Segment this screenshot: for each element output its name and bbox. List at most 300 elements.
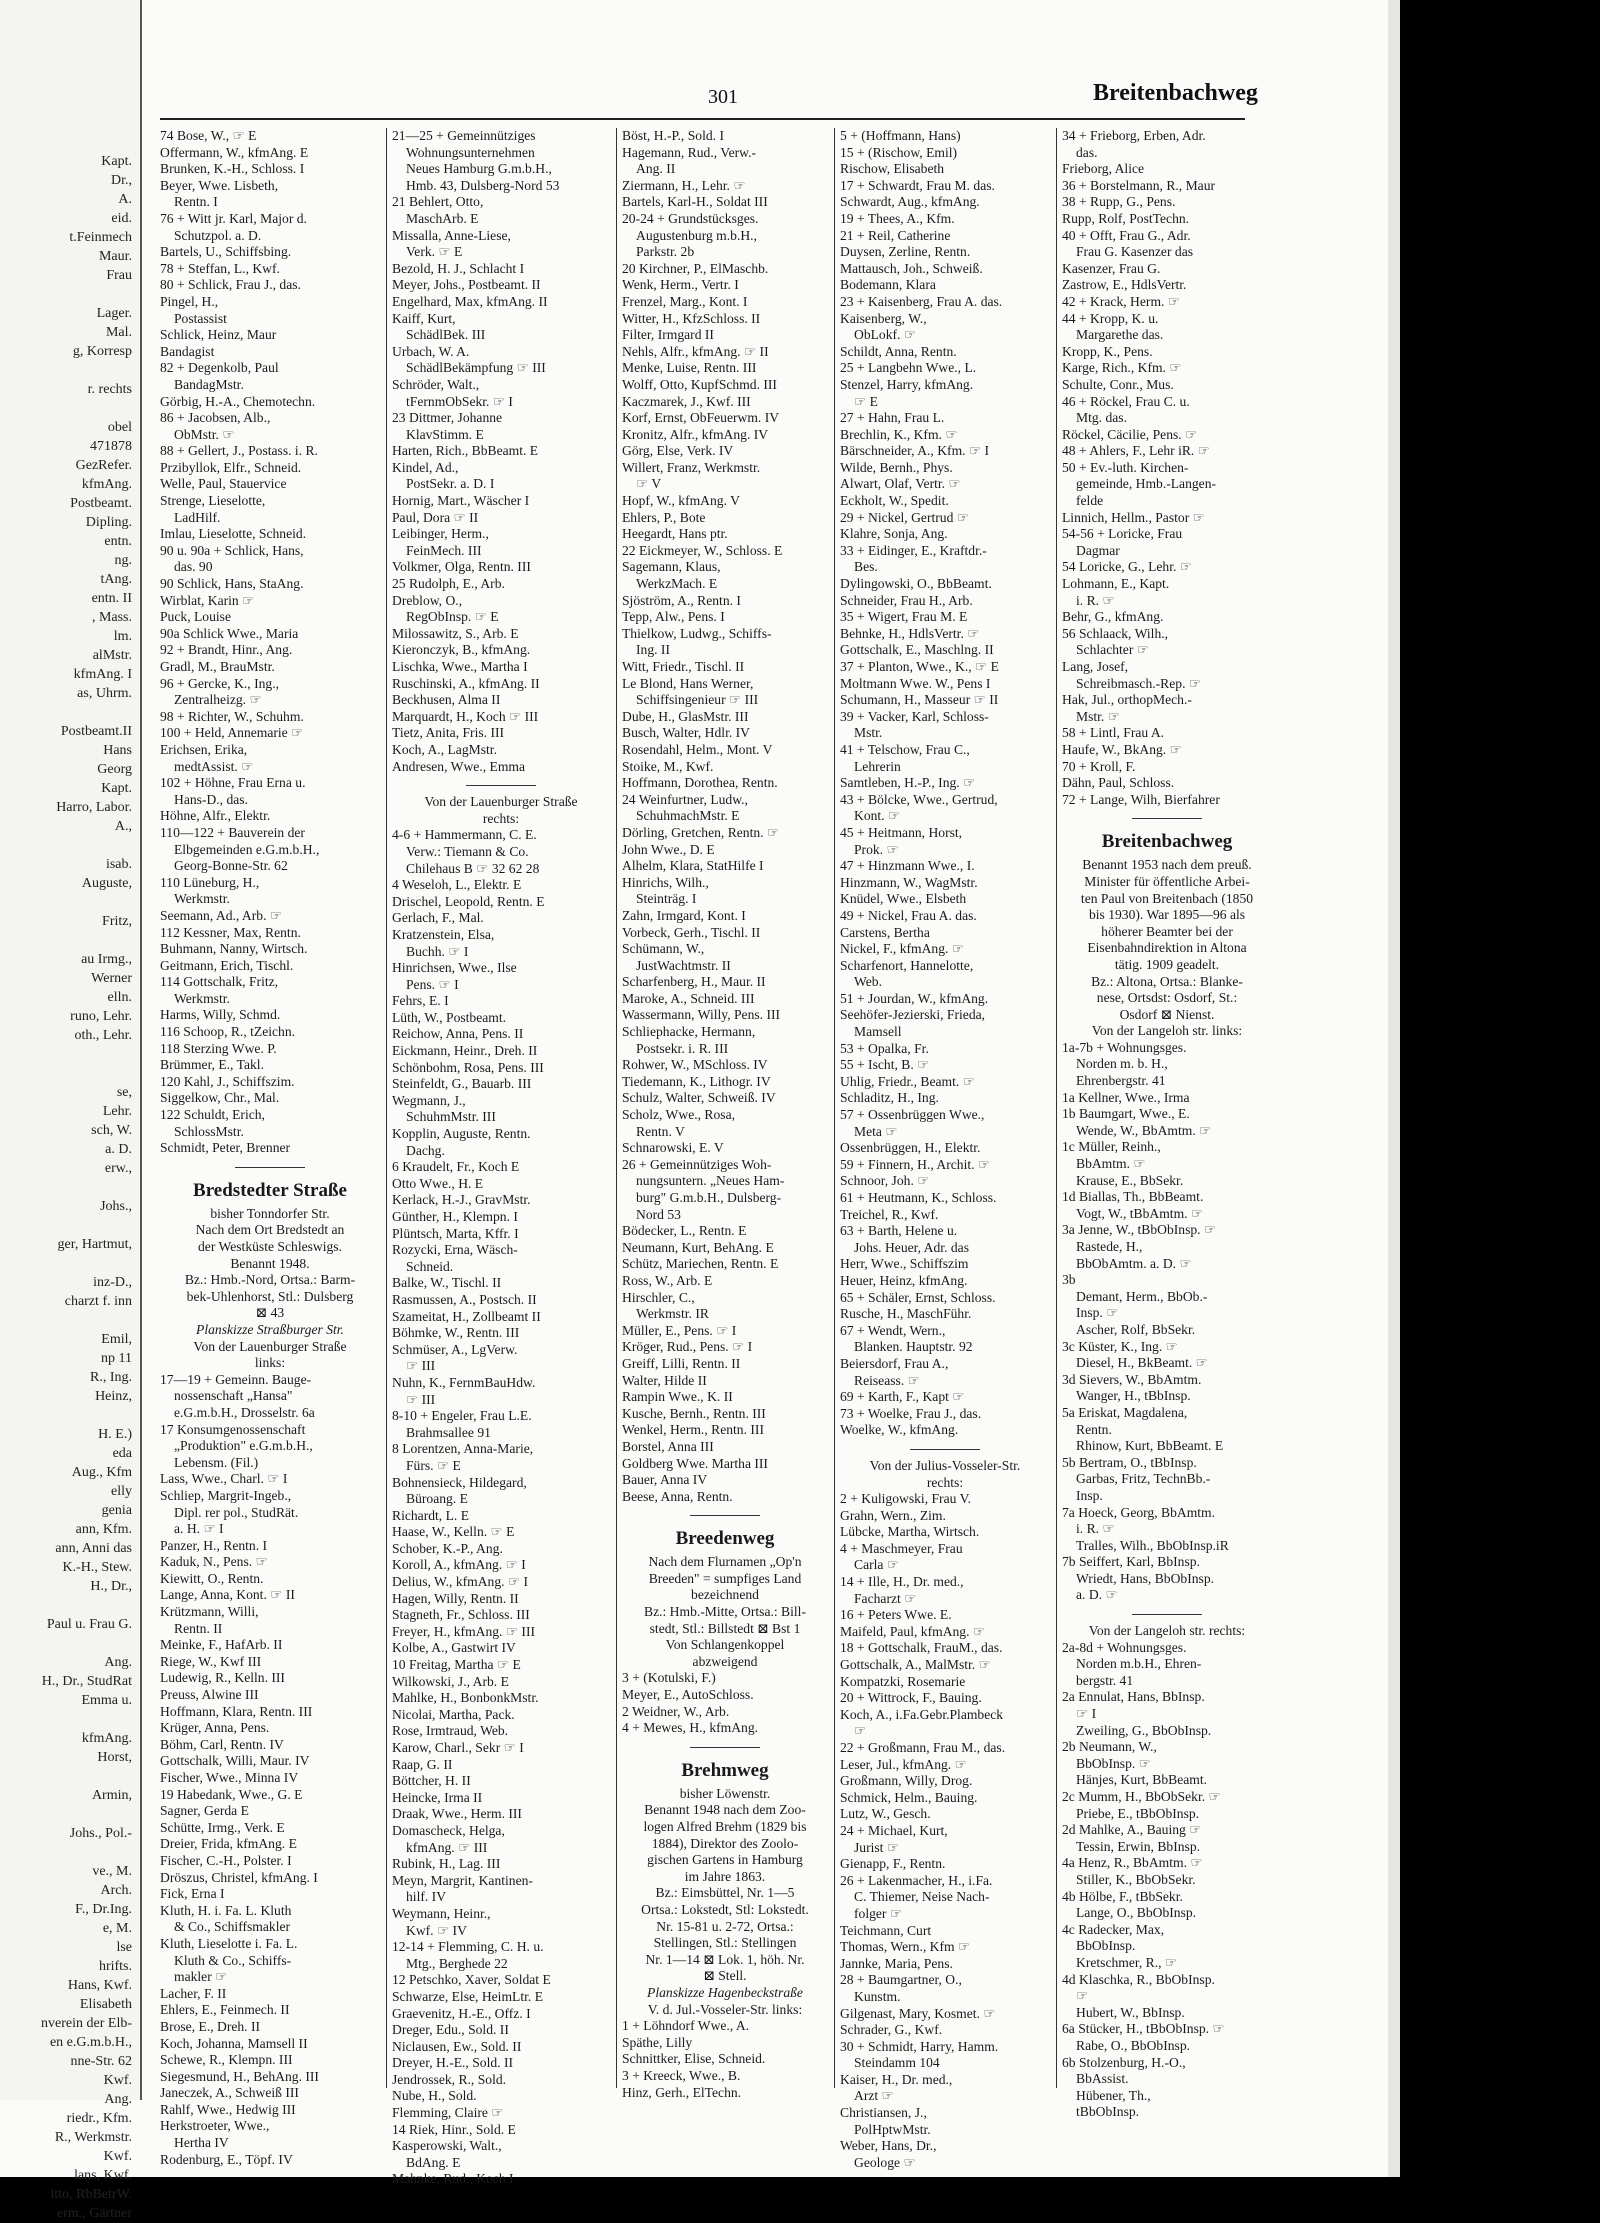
directory-entry: Missalla, Anne-Liese, (392, 227, 511, 243)
directory-entry: Graevenitz, H.-E., Offz. I (392, 2005, 531, 2021)
directory-entry: Volkmer, Olga, Rentn. III (392, 559, 531, 575)
directory-entry: Kieronczyk, B., kfmAng. (392, 642, 531, 658)
directory-entry: Puck, Louise (160, 609, 231, 625)
directory-entry: Elbgemeinden e.G.m.b.H., (174, 841, 320, 857)
street-note: bisher Tonndorfer Str. (210, 1205, 330, 1221)
directory-entry: Mahnke, Rud., Koch I (392, 2171, 514, 2187)
directory-entry: Maroke, A., Schneid. III (622, 990, 755, 1006)
directory-entry: Diesel, H., BkBeamt. ☞ (1076, 1355, 1208, 1371)
directory-entry: 46 + Röckel, Frau C. u. (1062, 393, 1190, 409)
directory-entry: Hornig, Mart., Wäscher I (392, 493, 530, 509)
directory-entry: Augustenburg m.b.H., (636, 227, 757, 243)
prev-page-line: Ang. (104, 2092, 132, 2107)
directory-entry: Scharfenberg, H., Maur. II (622, 974, 766, 990)
prev-page-line: genia (101, 1503, 132, 1518)
directory-entry: Hirschler, C., (622, 1289, 695, 1305)
directory-entry: medtAssist. ☞ (174, 758, 254, 774)
directory-entry: Christiansen, J., (840, 2105, 927, 2121)
directory-entry: Wende, W., BbAmtm. ☞ (1076, 1122, 1212, 1138)
street-note: links: (254, 1355, 286, 1371)
directory-entry: ☞ III (406, 1391, 436, 1407)
prev-page-line: elln. (107, 990, 132, 1005)
directory-entry: Ludewig, R., Kelln. III (160, 1670, 285, 1686)
directory-entry: 14 + Ille, H., Dr. med., (840, 1574, 964, 1590)
directory-entry: SchuhmachMstr. E (636, 808, 740, 824)
directory-entry: BbObAmtm. a. D. ☞ (1076, 1255, 1192, 1271)
directory-entry: i. R. ☞ (1076, 592, 1115, 608)
directory-entry: 54 Loricke, G., Lehr. ☞ (1062, 559, 1192, 575)
prev-page-line (0, 1254, 132, 1273)
directory-entry: Schildt, Anna, Rentn. (840, 343, 957, 359)
directory-entry: Lange, Anna, Kont. ☞ II (160, 1587, 295, 1603)
directory-entry: Zentralheizg. ☞ (174, 692, 262, 708)
directory-entry: Meinke, F., HafArb. II (160, 1637, 283, 1653)
directory-entry: 10 Freitag, Martha ☞ E (392, 1657, 521, 1673)
directory-entry: 4c Radecker, Max, (1062, 1921, 1165, 1937)
section-rule (910, 1449, 980, 1450)
directory-entry: Werkmstr. (174, 990, 230, 1006)
directory-entry: Hertha IV (174, 2135, 229, 2151)
directory-entry: Rampin Wwe., K. II (622, 1389, 733, 1405)
column-divider (616, 128, 617, 2088)
prev-page-line: Kwf. (103, 2073, 132, 2088)
directory-entry: Dachg. (406, 1142, 445, 1158)
section-rule (235, 1167, 305, 1168)
directory-entry: 2 + Kuligowski, Frau V. (840, 1491, 972, 1507)
directory-entry: Rahlf, Wwe., Hedwig III (160, 2101, 296, 2117)
directory-entry: Koch, A., LagMstr. (392, 741, 497, 757)
prev-page-line (0, 1843, 132, 1862)
prev-page-line: Maur. (98, 249, 132, 264)
directory-entry: Kiewitt, O., Rentn. (160, 1570, 264, 1586)
directory-entry: Gilgenast, Mary, Kosmet. ☞ (840, 2005, 996, 2021)
directory-entry: LadHilf. (174, 509, 221, 525)
directory-entry: Brechlin, K., Kfm. ☞ (840, 426, 958, 442)
directory-entry: Hinzmann, W., WagMstr. (840, 874, 978, 890)
prev-page-line (0, 1805, 132, 1824)
street-note: Bz.: Hmb.-Nord, Ortsa.: Barm- (184, 1272, 356, 1288)
directory-entry: 88 + Gellert, J., Postass. i. R. (160, 443, 318, 459)
directory-entry: 22 Eickmeyer, W., Schloss. E (622, 542, 783, 558)
directory-entry: 4b Hölbe, F., tBbSekr. (1062, 1888, 1183, 1904)
directory-entry: Böttcher, H. II (392, 1773, 471, 1789)
directory-entry: Verk. ☞ E (406, 244, 463, 260)
directory-entry: Geitmann, Erich, Tischl. (160, 957, 294, 973)
directory-entry: Panzer, H., Rentn. I (160, 1537, 268, 1553)
directory-entry: Eickmann, Heinr., Dreh. II (392, 1043, 538, 1059)
directory-entry: ☞ E (854, 393, 878, 409)
directory-entry: 78 + Steffan, L., Kwf. (160, 260, 280, 276)
directory-entry: Dähn, Paul, Schloss. (1062, 775, 1175, 791)
prev-page-line: Mal. (105, 325, 132, 340)
directory-entry: Mstr. ☞ (1076, 708, 1120, 724)
street-note: Benannt 1948 nach dem Zoo- (644, 1802, 806, 1818)
directory-entry: Leser, Jul., kfmAng. ☞ (840, 1756, 967, 1772)
directory-entry: Heincke, Irma II (392, 1789, 483, 1805)
directory-entry: Behr, G., kfmAng. (1062, 609, 1164, 625)
directory-entry: Hmb. 43, Dulsberg-Nord 53 (406, 177, 560, 193)
directory-entry: Sjöström, A., Rentn. I (622, 592, 741, 608)
directory-entry: Lebensm. (Fil.) (174, 1454, 259, 1470)
directory-entry: Kunstm. (854, 1988, 901, 2004)
directory-entry: Imlau, Lieselotte, Schneid. (160, 526, 307, 542)
directory-entry: Paul, Dora ☞ II (392, 509, 479, 525)
street-note: ten Paul von Breitenbach (1850 (1080, 890, 1254, 906)
directory-entry: Ossenbrüggen, H., Elektr. (840, 1140, 981, 1156)
directory-entry: Nicolai, Martha, Pack. (392, 1706, 515, 1722)
directory-entry: Lacher, F. II (160, 1985, 227, 2001)
directory-entry: Offermann, W., kfmAng. E (160, 144, 309, 160)
prev-page-line (0, 836, 132, 855)
directory-entry: Müller, E., Pens. ☞ I (622, 1322, 737, 1338)
directory-entry: Brümmer, E., Takl. (160, 1057, 264, 1073)
directory-entry: Schneid. (406, 1258, 454, 1274)
directory-entry: Bandagist (160, 343, 215, 359)
directory-entry: Frau G. Kasenzer das (1076, 244, 1194, 260)
directory-entry: Carstens, Bertha (840, 924, 930, 940)
directory-entry: 59 + Finnern, H., Archit. ☞ (840, 1156, 991, 1172)
directory-entry: Grahn, Wern., Zim. (840, 1507, 946, 1523)
directory-entry: Schlick, Heinz, Maur (160, 327, 277, 343)
directory-entry: Nehls, Alfr., kfmAng. ☞ II (622, 343, 769, 359)
street-heading: Breitenbachweg (1101, 831, 1233, 853)
directory-entry: gemeinde, Hmb.-Langen- (1076, 476, 1217, 492)
street-heading: Bredstedter Straße (193, 1179, 347, 1201)
directory-entry: Georg-Bonne-Str. 62 (174, 858, 288, 874)
street-note: Bz.: Altona, Ortsa.: Blanke- (1091, 973, 1243, 989)
directory-entry: nossenschaft „Hansa" (174, 1388, 293, 1404)
street-note: Benannt 1953 nach dem preuß. (1082, 857, 1252, 873)
running-head: Breitenbachweg (1093, 80, 1258, 106)
directory-entry: ☞ V (636, 476, 662, 492)
prev-page-line: ann, Kfm. (75, 1522, 132, 1537)
directory-entry: BbAssist. (1076, 2071, 1129, 2087)
street-note: 1884), Direktor des Zoolo- (651, 1835, 799, 1851)
directory-entry: 35 + Wigert, Frau M. E (840, 609, 968, 625)
directory-entry: Rastede, H., (1076, 1239, 1143, 1254)
directory-entry: 4d Klaschka, R., BbObInsp. (1062, 1971, 1215, 1987)
directory-entry: Schütte, Irmg., Verk. E (160, 1819, 285, 1835)
section-rule (466, 785, 536, 786)
directory-entry: Rasmussen, A., Postsch. II (392, 1291, 537, 1307)
directory-entry: Hinz, Gerh., ElTechn. (622, 2084, 742, 2100)
prev-page-line: nverein der Elb- (41, 2016, 132, 2031)
street-note: V. d. Jul.-Vosseler-Str. links: (647, 2001, 803, 2017)
directory-entry: 70 + Kroll, F. (1062, 758, 1136, 774)
directory-entry: BbObInsp. ☞ (1076, 1755, 1151, 1771)
street-note: bis 1930). War 1895—96 als (1088, 907, 1246, 923)
directory-entry: Herr, Wwe., Schiffszim (840, 1256, 969, 1272)
directory-entry: 21 Behlert, Otto, (392, 194, 484, 210)
directory-entry: 47 + Hinzmann Wwe., I. (840, 858, 975, 874)
directory-entry: Chilehaus B ☞ 32 62 28 (406, 860, 540, 876)
directory-entry: Draak, Wwe., Herm. III (392, 1806, 522, 1822)
directory-entry: Späthe, Lilly (622, 2034, 693, 2050)
directory-entry: Schnittker, Elise, Schneid. (622, 2051, 766, 2067)
directory-entry: 19 + Thees, A., Kfm. (840, 210, 955, 226)
street-note: Von der Lauenburger Straße (193, 1338, 347, 1354)
directory-entry: Carla ☞ (854, 1557, 900, 1573)
prev-page-line: Dipling. (85, 515, 132, 530)
prev-page-line: Johs., (100, 1199, 132, 1214)
directory-entry: 4-6 + Hammermann, C. E. (392, 827, 537, 843)
directory-entry: JustWachtmstr. II (636, 957, 731, 973)
directory-entry: 74 Bose, W., ☞ E (160, 128, 257, 143)
directory-entry: Lange, O., BbObInsp. (1076, 1905, 1197, 1921)
directory-entry: 12 Petschko, Xaver, Soldat E (392, 1972, 551, 1988)
directory-entry: WerkzMach. E (636, 576, 718, 592)
directory-entry: Lübcke, Martha, Wirtsch. (840, 1524, 980, 1540)
directory-entry: Dylingowski, O., BbBeamt. (840, 576, 992, 592)
prev-page-line: Postbeamt. (70, 496, 132, 511)
directory-entry: 116 Schoop, R., tZeichn. (160, 1024, 296, 1040)
directory-entry: Korf, Ernst, ObFeuerwm. IV (622, 410, 780, 426)
directory-entry: 22 + Großmann, Frau M., das. (840, 1740, 1006, 1755)
street-note: Nr. 15-81 u. 2-72, Ortsa.: (656, 1918, 794, 1934)
directory-entry: Linnich, Hellm., Pastor ☞ (1062, 509, 1205, 525)
directory-entry: 56 Schlaack, Wilh., (1062, 625, 1169, 641)
directory-entry: Zastrow, E., HdlsVertr. (1062, 277, 1187, 293)
directory-entry: Hinrichs, Wilh., (622, 874, 709, 890)
directory-entry: Norden m. b. H., (1076, 1056, 1168, 1072)
directory-entry: Sagemann, Klaus, (622, 559, 721, 575)
directory-entry: Kompatzki, Rosemarie (840, 1673, 966, 1689)
directory-entry: nungsuntern. „Neues Ham- (636, 1173, 785, 1189)
directory-entry: Menke, Luise, Rentn. III (622, 360, 757, 376)
directory-entry: Wilde, Bernh., Phys. (840, 459, 953, 475)
prev-page-line: charzt f. inn (64, 1294, 132, 1309)
directory-entry: SchädlBekämpfung ☞ III (406, 360, 546, 376)
directory-entry: Dröszus, Christel, kfmAng. I (160, 1869, 318, 1885)
directory-entry: Kopplin, Auguste, Rentn. (392, 1126, 531, 1142)
directory-entry: Dagmar (1076, 542, 1120, 558)
prev-page-line: Aug., Kfm (71, 1465, 132, 1480)
directory-entry: Rohwer, W., MSchloss. IV (622, 1057, 768, 1073)
directory-entry: tFernmObSekr. ☞ I (406, 393, 513, 409)
section-rule (690, 1747, 760, 1748)
directory-entry: 14 Riek, Hinr., Sold. E (392, 2121, 516, 2137)
prev-page-line: H., Dr., (90, 1579, 132, 1594)
directory-entry: Kaiff, Kurt, (392, 310, 456, 326)
directory-entry: Günther, H., Klempn. I (392, 1209, 518, 1224)
directory-entry: Kwf. ☞ IV (406, 1922, 467, 1938)
directory-entry: 25 + Langbehn Wwe., L. (840, 360, 977, 376)
street-note: Nach dem Flurnamen „Op'n (648, 1554, 802, 1570)
directory-entry: 110 Lüneburg, H., (160, 874, 260, 890)
directory-entry: Rentn. II (174, 1620, 223, 1636)
directory-entry: Karow, Charl., Sekr ☞ I (392, 1740, 524, 1755)
directory-entry: Parkstr. 2b (636, 244, 695, 260)
directory-entry: Niclausen, Ew., Sold. II (392, 2038, 522, 2054)
directory-entry: RegObInsp. ☞ E (406, 609, 499, 625)
directory-entry: Wolff, Otto, KupfSchmd. III (622, 376, 777, 392)
directory-entry: Haufe, W., BkAng. ☞ (1062, 741, 1182, 757)
prev-page-line: ng. (114, 553, 132, 568)
directory-entry: Frenzel, Marg., Kont. I (622, 293, 748, 309)
prev-page-line (0, 703, 132, 722)
prev-page-line (0, 1406, 132, 1425)
directory-entry: Koch, Johanna, Mamsell II (160, 2035, 308, 2051)
street-note: rechts: (482, 810, 520, 826)
directory-entry: 26 + Gemeinnütziges Woh- (622, 1156, 772, 1172)
directory-entry: C. Thiemer, Neise Nach- (854, 1889, 990, 1905)
directory-entry: 17 + Schwardt, Frau M. das. (840, 177, 995, 193)
column-divider (834, 128, 835, 2088)
prev-page-line: np 11 (101, 1351, 132, 1366)
directory-entry: Pingel, H., (160, 293, 219, 309)
prev-page-line: nne-Str. 62 (70, 2054, 132, 2069)
directory-entry: 23 Dittmer, Johanne (392, 410, 503, 426)
directory-entry: Kolbe, A., Gastwirt IV (392, 1640, 516, 1656)
directory-entry: 25 Rudolph, E., Arb. (392, 576, 505, 592)
section-rule (1132, 1614, 1202, 1615)
directory-entry: Herkstroeter, Wwe., (160, 2118, 270, 2134)
prev-page-line: ann, Anni das (55, 1541, 132, 1556)
directory-entry: Lüth, W., Postbeamt. (392, 1009, 507, 1025)
directory-entry: 110—122 + Bauverein der (160, 824, 305, 840)
directory-entry: Uhlig, Friedr., Beamt. ☞ (840, 1073, 975, 1089)
directory-entry: 63 + Barth, Helene u. (840, 1223, 958, 1239)
prev-page-line (0, 399, 132, 418)
directory-entry: Wilkowski, J., Arb. E (392, 1673, 509, 1689)
directory-entry: Kluth, Lieselotte i. Fa. L. (160, 1935, 298, 1951)
prev-page-line: isab. (105, 857, 132, 872)
directory-entry: Rubink, H., Lag. III (392, 1856, 501, 1872)
header-rule (160, 118, 1245, 120)
prev-page-line: au Irmg., (81, 952, 132, 967)
prev-page-line: A., (114, 819, 132, 834)
directory-entry: Heuer, Heinz, kfmAng. (840, 1272, 968, 1288)
directory-entry: Tralles, Wilh., BbObInsp.iR (1076, 1537, 1229, 1553)
directory-entry: Lutz, W., Gesch. (840, 1806, 931, 1822)
directory-entry: 2c Mumm, H., BbObSekr. ☞ (1062, 1789, 1221, 1804)
directory-entry: Postsekr. i. R. III (636, 1040, 729, 1056)
directory-entry: Kusche, Bernh., Rentn. III (622, 1405, 766, 1421)
prev-page-line: hrifts. (98, 1959, 132, 1974)
directory-entry: 43 + Bölcke, Wwe., Gertrud, (840, 791, 998, 807)
prev-page-line: H. E.) (98, 1427, 132, 1442)
directory-entry: Bärschneider, A., Kfm. ☞ I (840, 443, 990, 459)
directory-entry: Teichmann, Curt (840, 1922, 932, 1938)
prev-page-line: runo, Lehr. (70, 1009, 132, 1024)
directory-entry: Ruschinski, A., kfmAng. II (392, 675, 540, 691)
directory-entry: Kaisenberg, W., (840, 310, 927, 326)
directory-entry: folger ☞ (854, 1905, 903, 1921)
prev-page-line: R., Ing. (90, 1370, 132, 1385)
directory-entry: 5a Eriskat, Magdalena, (1062, 1404, 1188, 1420)
directory-entry: Fehrs, E. I (392, 993, 449, 1009)
street-note: Breeden" = sumpfiges Land (648, 1570, 802, 1586)
directory-entry: 30 + Schmidt, Harry, Hamm. (840, 2038, 999, 2054)
prev-page-line: Ang. (104, 1655, 132, 1670)
directory-entry: Freyer, H., kfmAng. ☞ III (392, 1623, 536, 1639)
prev-page-line: inz-D., (93, 1275, 132, 1290)
street-note: bezeichnend (691, 1587, 759, 1603)
directory-entry: 16 + Peters Wwe. E. (840, 1607, 952, 1623)
directory-entry: 45 + Heitmann, Horst, (840, 824, 963, 840)
directory-entry: Böhm, Carl, Rentn. IV (160, 1736, 284, 1752)
directory-entry: Dipl. rer pol., StudRät. (174, 1504, 299, 1520)
prev-page-line: e, M. (102, 1921, 132, 1936)
directory-entry: Postassist (174, 310, 227, 326)
directory-entry: Mtg., Berghede 22 (406, 1955, 508, 1971)
directory-entry: Duysen, Zerline, Rentn. (840, 244, 971, 260)
prev-page-line (0, 1064, 132, 1083)
prev-page-line: GezRefer. (75, 458, 132, 473)
directory-entry: Mahlke, H., BonbonkMstr. (392, 1690, 539, 1706)
directory-entry: Fürs. ☞ E (406, 1457, 461, 1473)
street-note: Ortsa.: Lokstedt, Stl: Lokstedt. (641, 1901, 809, 1917)
prev-page-line: r. rechts (87, 382, 132, 397)
directory-entry: 90 u. 90a + Schlick, Hans, (160, 542, 304, 558)
directory-entry: & Co., Schiffsmakler (174, 1919, 291, 1935)
directory-entry: Beckhusen, Alma II (392, 692, 501, 708)
directory-entry: 44 + Kropp, K. u. (1062, 310, 1159, 326)
directory-entry: Brose, E., Dreh. II (160, 2018, 261, 2034)
directory-entry: Weymann, Heinr., (392, 1905, 491, 1921)
directory-entry: Alwart, Olaf, Vertr. ☞ (840, 476, 961, 492)
directory-entry: Kasenzer, Frau G. (1062, 260, 1161, 276)
directory-entry: Vorbeck, Gerh., Tischl. II (622, 924, 761, 940)
directory-entry: 122 Schuldt, Erich, (160, 1107, 265, 1123)
directory-entry: hilf. IV (406, 1889, 447, 1905)
directory-entry: Jurist ☞ (854, 1839, 900, 1855)
directory-entry: Jendrossek, R., Sold. (392, 2071, 507, 2087)
directory-entry: Schmüser, A., LgVerw. (392, 1341, 518, 1357)
street-note: Eisenbahndirektion in Altona (1087, 940, 1247, 956)
directory-entry: Schümann, W., (622, 941, 705, 957)
directory-entry: 1 + Löhndorf Wwe., A. (622, 2018, 750, 2034)
directory-entry: 12-14 + Flemming, C. H. u. (392, 1939, 544, 1955)
directory-entry: Heegardt, Hans ptr. (622, 526, 728, 542)
prev-page-line (0, 1216, 132, 1235)
prev-page-line: erw., (104, 1161, 132, 1176)
directory-entry: Wirblat, Karin ☞ (160, 592, 255, 608)
directory-entry: 6 Kraudelt, Fr., Koch E (392, 1159, 520, 1175)
directory-entry: Schutzpol. a. D. (174, 227, 262, 243)
directory-entry: 40 + Offt, Frau G., Adr. (1062, 227, 1191, 243)
prev-page-line: Dr., (111, 173, 132, 188)
directory-entry: 2a Ennulat, Hans, BbInsp. (1062, 1689, 1205, 1705)
directory-entry: Richardt, L. E (392, 1507, 470, 1523)
directory-entry: Maifeld, Paul, kfmAng. ☞ (840, 1623, 986, 1639)
directory-entry: Schrader, G., Kwf. (840, 2022, 943, 2038)
directory-entry: Meyer, E., AutoSchloss. (622, 1687, 754, 1703)
directory-entry: Höhne, Alfr., Elektr. (160, 808, 271, 824)
directory-entry: MaschArb. E (406, 210, 479, 226)
directory-entry: 2d Mahlke, A., Bauing ☞ (1062, 1822, 1202, 1838)
directory-entry: 112 Kessner, Max, Rentn. (160, 924, 301, 940)
directory-entry: Kronitz, Alfr., kfmAng. IV (622, 426, 769, 442)
directory-entry: Dörling, Gretchen, Rentn. ☞ (622, 824, 780, 840)
directory-entry: John Wwe., D. E (622, 841, 715, 857)
directory-entry: 3 + (Kotulski, F.) (622, 1670, 716, 1686)
directory-entry: Görg, Else, Verk. IV (622, 443, 734, 459)
directory-entry: SchädlBek. III (406, 327, 486, 343)
directory-entry: Schwarze, Else, HeimLtr. E (392, 1988, 543, 2004)
directory-entry: 67 + Wendt, Wern., (840, 1322, 946, 1338)
directory-entry: Riege, W., Kwf III (160, 1653, 262, 1669)
directory-entry: Norden m.b.H., Ehren- (1076, 1656, 1202, 1672)
prev-page-line: Kapt. (101, 781, 132, 796)
prev-page-line: g, Korresp (72, 344, 132, 359)
directory-entry: Pens. ☞ I (406, 976, 459, 992)
prev-page-line: tAng. (100, 572, 132, 587)
directory-entry: Werkmstr. IR (636, 1306, 709, 1322)
directory-entry: BandagMstr. (174, 376, 244, 392)
directory-entry: 50 + Ev.-luth. Kirchen- (1062, 459, 1189, 475)
directory-entry: Walter, Hilde II (622, 1372, 707, 1388)
